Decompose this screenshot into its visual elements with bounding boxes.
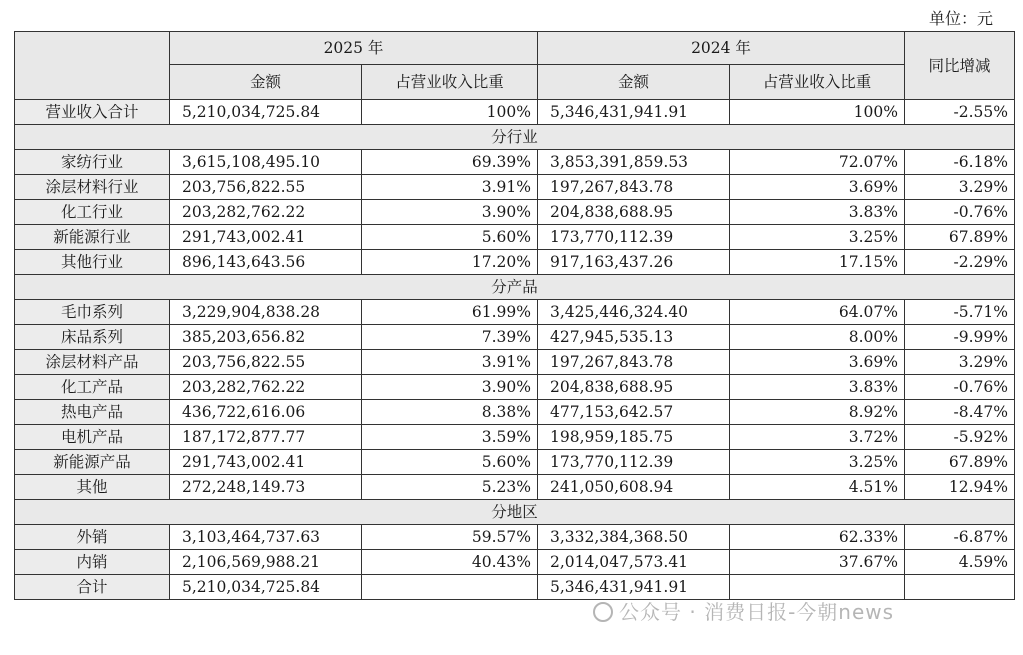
header-amount-2025: 金额 [170,65,362,100]
table-row [15,300,1015,325]
header-year-2024: 2024 年 [538,32,905,65]
row-label: 床品系列 [15,325,170,350]
amount-2024: 917,163,437.26 [538,250,730,275]
row-label: 化工产品 [15,375,170,400]
ratio-2025: 3.90% [362,200,538,225]
header-amount-2024: 金额 [538,65,730,100]
yoy-change: -0.76% [905,375,1015,400]
ratio-2024: 3.69% [730,350,905,375]
ratio-2024: 100% [730,100,905,125]
ratio-2024: 8.00% [730,325,905,350]
ratio-2025: 5.60% [362,450,538,475]
section-header-row [15,500,1015,525]
amount-2024: 3,853,391,859.53 [538,150,730,175]
amount-2025: 896,143,643.56 [170,250,362,275]
amount-2024: 241,050,608.94 [538,475,730,500]
section-header-row [15,275,1015,300]
amount-2024: 197,267,843.78 [538,175,730,200]
amount-2025: 2,106,569,988.21 [170,550,362,575]
ratio-2024: 3.83% [730,375,905,400]
ratio-2025: 3.59% [362,425,538,450]
yoy-change: 3.29% [905,175,1015,200]
amount-2025: 203,756,822.55 [170,175,362,200]
ratio-2025: 59.57% [362,525,538,550]
table-row [15,200,1015,225]
row-label: 家纺行业 [15,150,170,175]
amount-2025: 291,743,002.41 [170,225,362,250]
row-label: 毛巾系列 [15,300,170,325]
header-yoy: 同比增减 [905,32,1015,100]
amount-2024: 173,770,112.39 [538,225,730,250]
amount-2024: 173,770,112.39 [538,450,730,475]
ratio-2025: 61.99% [362,300,538,325]
amount-2024: 5,346,431,941.91 [538,575,730,600]
table-row [15,175,1015,200]
ratio-2025: 100% [362,100,538,125]
yoy-change [905,575,1015,600]
yoy-change: -6.18% [905,150,1015,175]
row-label: 涂层材料产品 [15,350,170,375]
table-row [15,525,1015,550]
amount-2024: 3,332,384,368.50 [538,525,730,550]
row-label: 营业收入合计 [15,100,170,125]
amount-2025: 203,282,762.22 [170,375,362,400]
ratio-2024: 3.25% [730,450,905,475]
ratio-2024: 3.69% [730,175,905,200]
amount-2025: 203,282,762.22 [170,200,362,225]
ratio-2024: 62.33% [730,525,905,550]
row-label: 化工行业 [15,200,170,225]
table-row [15,550,1015,575]
table-row [15,350,1015,375]
amount-2024: 477,153,642.57 [538,400,730,425]
row-label: 涂层材料行业 [15,175,170,200]
table-row [15,250,1015,275]
ratio-2024: 72.07% [730,150,905,175]
watermark [593,596,894,625]
ratio-2024: 17.15% [730,250,905,275]
row-label: 新能源产品 [15,450,170,475]
amount-2024: 2,014,047,573.41 [538,550,730,575]
amount-2024: 5,346,431,941.91 [538,100,730,125]
yoy-change: -5.71% [905,300,1015,325]
amount-2025: 5,210,034,725.84 [170,575,362,600]
table-row [15,475,1015,500]
yoy-change: -8.47% [905,400,1015,425]
amount-2025: 385,203,656.82 [170,325,362,350]
amount-2025: 3,229,904,838.28 [170,300,362,325]
section-title: 分地区 [15,500,1015,525]
amount-2025: 203,756,822.55 [170,350,362,375]
amount-2024: 198,959,185.75 [538,425,730,450]
table-row [15,375,1015,400]
ratio-2024: 37.67% [730,550,905,575]
table-row [15,425,1015,450]
watermark-text: 公众号 · 消费日报-今朝news [619,600,895,624]
ratio-2025: 5.23% [362,475,538,500]
yoy-change: 67.89% [905,450,1015,475]
revenue-table [14,31,1015,600]
amount-2025: 3,103,464,737.63 [170,525,362,550]
yoy-change: -2.55% [905,100,1015,125]
amount-2024: 427,945,535.13 [538,325,730,350]
table-row [15,225,1015,250]
yoy-change: -0.76% [905,200,1015,225]
header-ratio-2024: 占营业收入比重 [730,65,905,100]
amount-2024: 3,425,446,324.40 [538,300,730,325]
ratio-2025 [362,575,538,600]
yoy-change: -5.92% [905,425,1015,450]
ratio-2025: 3.91% [362,175,538,200]
unit-label: 单位：元 [928,9,993,28]
row-label: 新能源行业 [15,225,170,250]
section-title: 分产品 [15,275,1015,300]
header-corner [15,32,170,100]
table-row [15,325,1015,350]
amount-2025: 436,722,616.06 [170,400,362,425]
header-year-2025: 2025 年 [170,32,538,65]
yoy-change: 67.89% [905,225,1015,250]
row-label: 合计 [15,575,170,600]
ratio-2025: 3.91% [362,350,538,375]
row-label: 内销 [15,550,170,575]
ratio-2024: 64.07% [730,300,905,325]
table-row [15,450,1015,475]
amount-2024: 204,838,688.95 [538,375,730,400]
wechat-icon [593,602,613,622]
ratio-2025: 69.39% [362,150,538,175]
table-row [15,150,1015,175]
row-label: 热电产品 [15,400,170,425]
ratio-2024: 3.72% [730,425,905,450]
ratio-2024: 3.83% [730,200,905,225]
ratio-2024: 8.92% [730,400,905,425]
yoy-change: -2.29% [905,250,1015,275]
amount-2025: 291,743,002.41 [170,450,362,475]
total-row [15,100,1015,125]
row-label: 电机产品 [15,425,170,450]
yoy-change: 12.94% [905,475,1015,500]
amount-2025: 5,210,034,725.84 [170,100,362,125]
yoy-change: 3.29% [905,350,1015,375]
amount-2024: 204,838,688.95 [538,200,730,225]
amount-2025: 3,615,108,495.10 [170,150,362,175]
amount-2025: 187,172,877.77 [170,425,362,450]
row-label: 其他 [15,475,170,500]
ratio-2025: 40.43% [362,550,538,575]
yoy-change: 4.59% [905,550,1015,575]
ratio-2025: 17.20% [362,250,538,275]
ratio-2025: 8.38% [362,400,538,425]
row-label: 外销 [15,525,170,550]
table-row [15,400,1015,425]
amount-2025: 272,248,149.73 [170,475,362,500]
ratio-2025: 7.39% [362,325,538,350]
ratio-2025: 5.60% [362,225,538,250]
amount-2024: 197,267,843.78 [538,350,730,375]
section-title: 分行业 [15,125,1015,150]
section-header-row [15,125,1015,150]
yoy-change: -6.87% [905,525,1015,550]
yoy-change: -9.99% [905,325,1015,350]
ratio-2025: 3.90% [362,375,538,400]
row-label: 其他行业 [15,250,170,275]
header-ratio-2025: 占营业收入比重 [362,65,538,100]
ratio-2024: 3.25% [730,225,905,250]
ratio-2024: 4.51% [730,475,905,500]
